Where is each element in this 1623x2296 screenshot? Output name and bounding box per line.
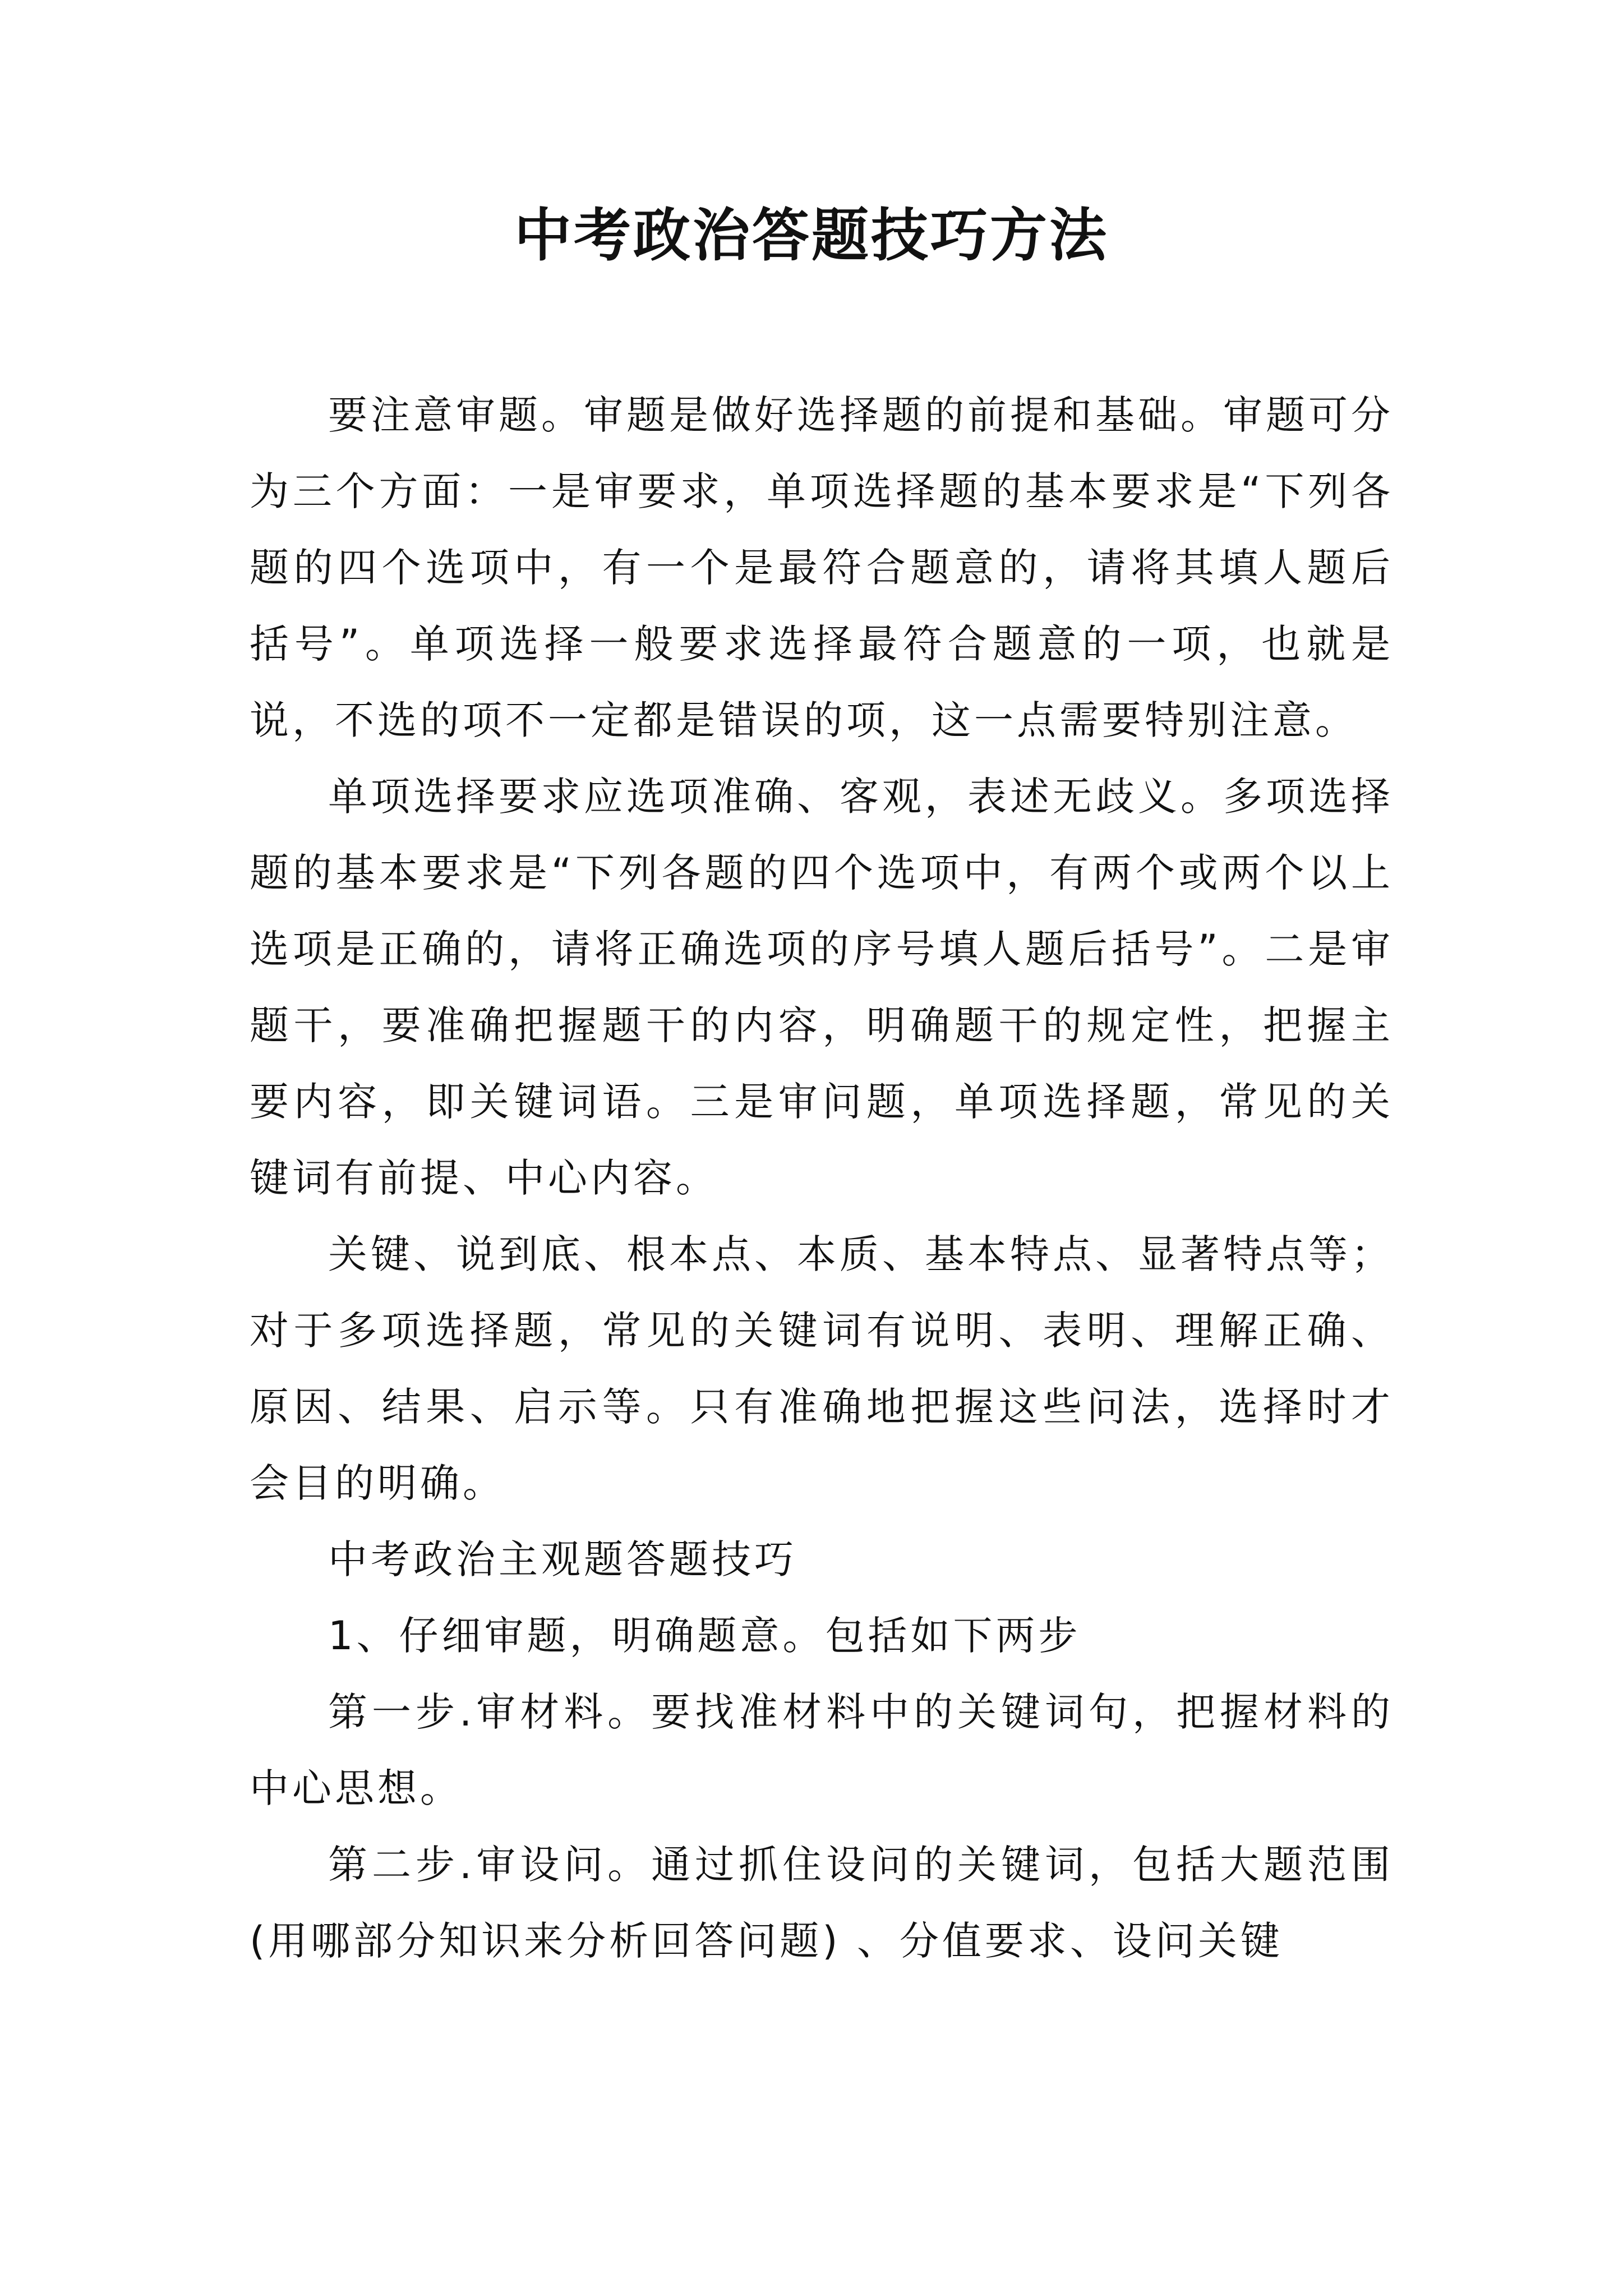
- document-body: [250, 377, 1394, 1979]
- section-heading-subjective: 中考政治主观题答题技巧: [328, 1536, 797, 1582]
- paragraph-key-words: 关键、说到底、根本点、本质、基本特点、显著特点等；对于多项选择题，常见的关键词有说明、表明、理解正确、原因、结果、启示等。只有准确地把握这些问法，选择时才会目的明确。: [250, 1231, 1394, 1506]
- paragraph-step-intro: 1、仔细审题，明确题意。包括如下两步: [328, 1613, 1081, 1659]
- paragraph-single-choice: 单项选择要求应选项准确、客观，表述无歧义。多项选择题的基本要求是“下列各题的四个选项中，有两个或两个以上选项是正确的，请将正确选项的序号填人题后括号”。二是审题干，要准确把握题干的内容，明确题干的规定性，把握主要内容，即关键词语。三是审问题，单项选择题，常见的关键词有前提、中心内容。: [250, 774, 1394, 1201]
- document-title: 中考政治答题技巧方法: [514, 202, 1109, 269]
- paragraph-step-two: 第二步.审设问。通过抓住设问的关键词，包括大题范围(用哪部分知识来分析回答问题) 、分值要求、设问关键: [250, 1842, 1394, 1964]
- paragraph-review-question: 要注意审题。审题是做好选择题的前提和基础。审题可分为三个方面：一是审要求，单项选择题的基本要求是“下列各题的四个选项中，有一个是最符合题意的，请将其填人题后括号”。单项选择一般要求选择最符合题意的一项，也就是说，不选的项不一定都是错误的项，这一点需要特别注意。: [250, 392, 1394, 743]
- paragraph-step-one: 第一步.审材料。要找准材料中的关键词句，把握材料的中心思想。: [250, 1689, 1394, 1811]
